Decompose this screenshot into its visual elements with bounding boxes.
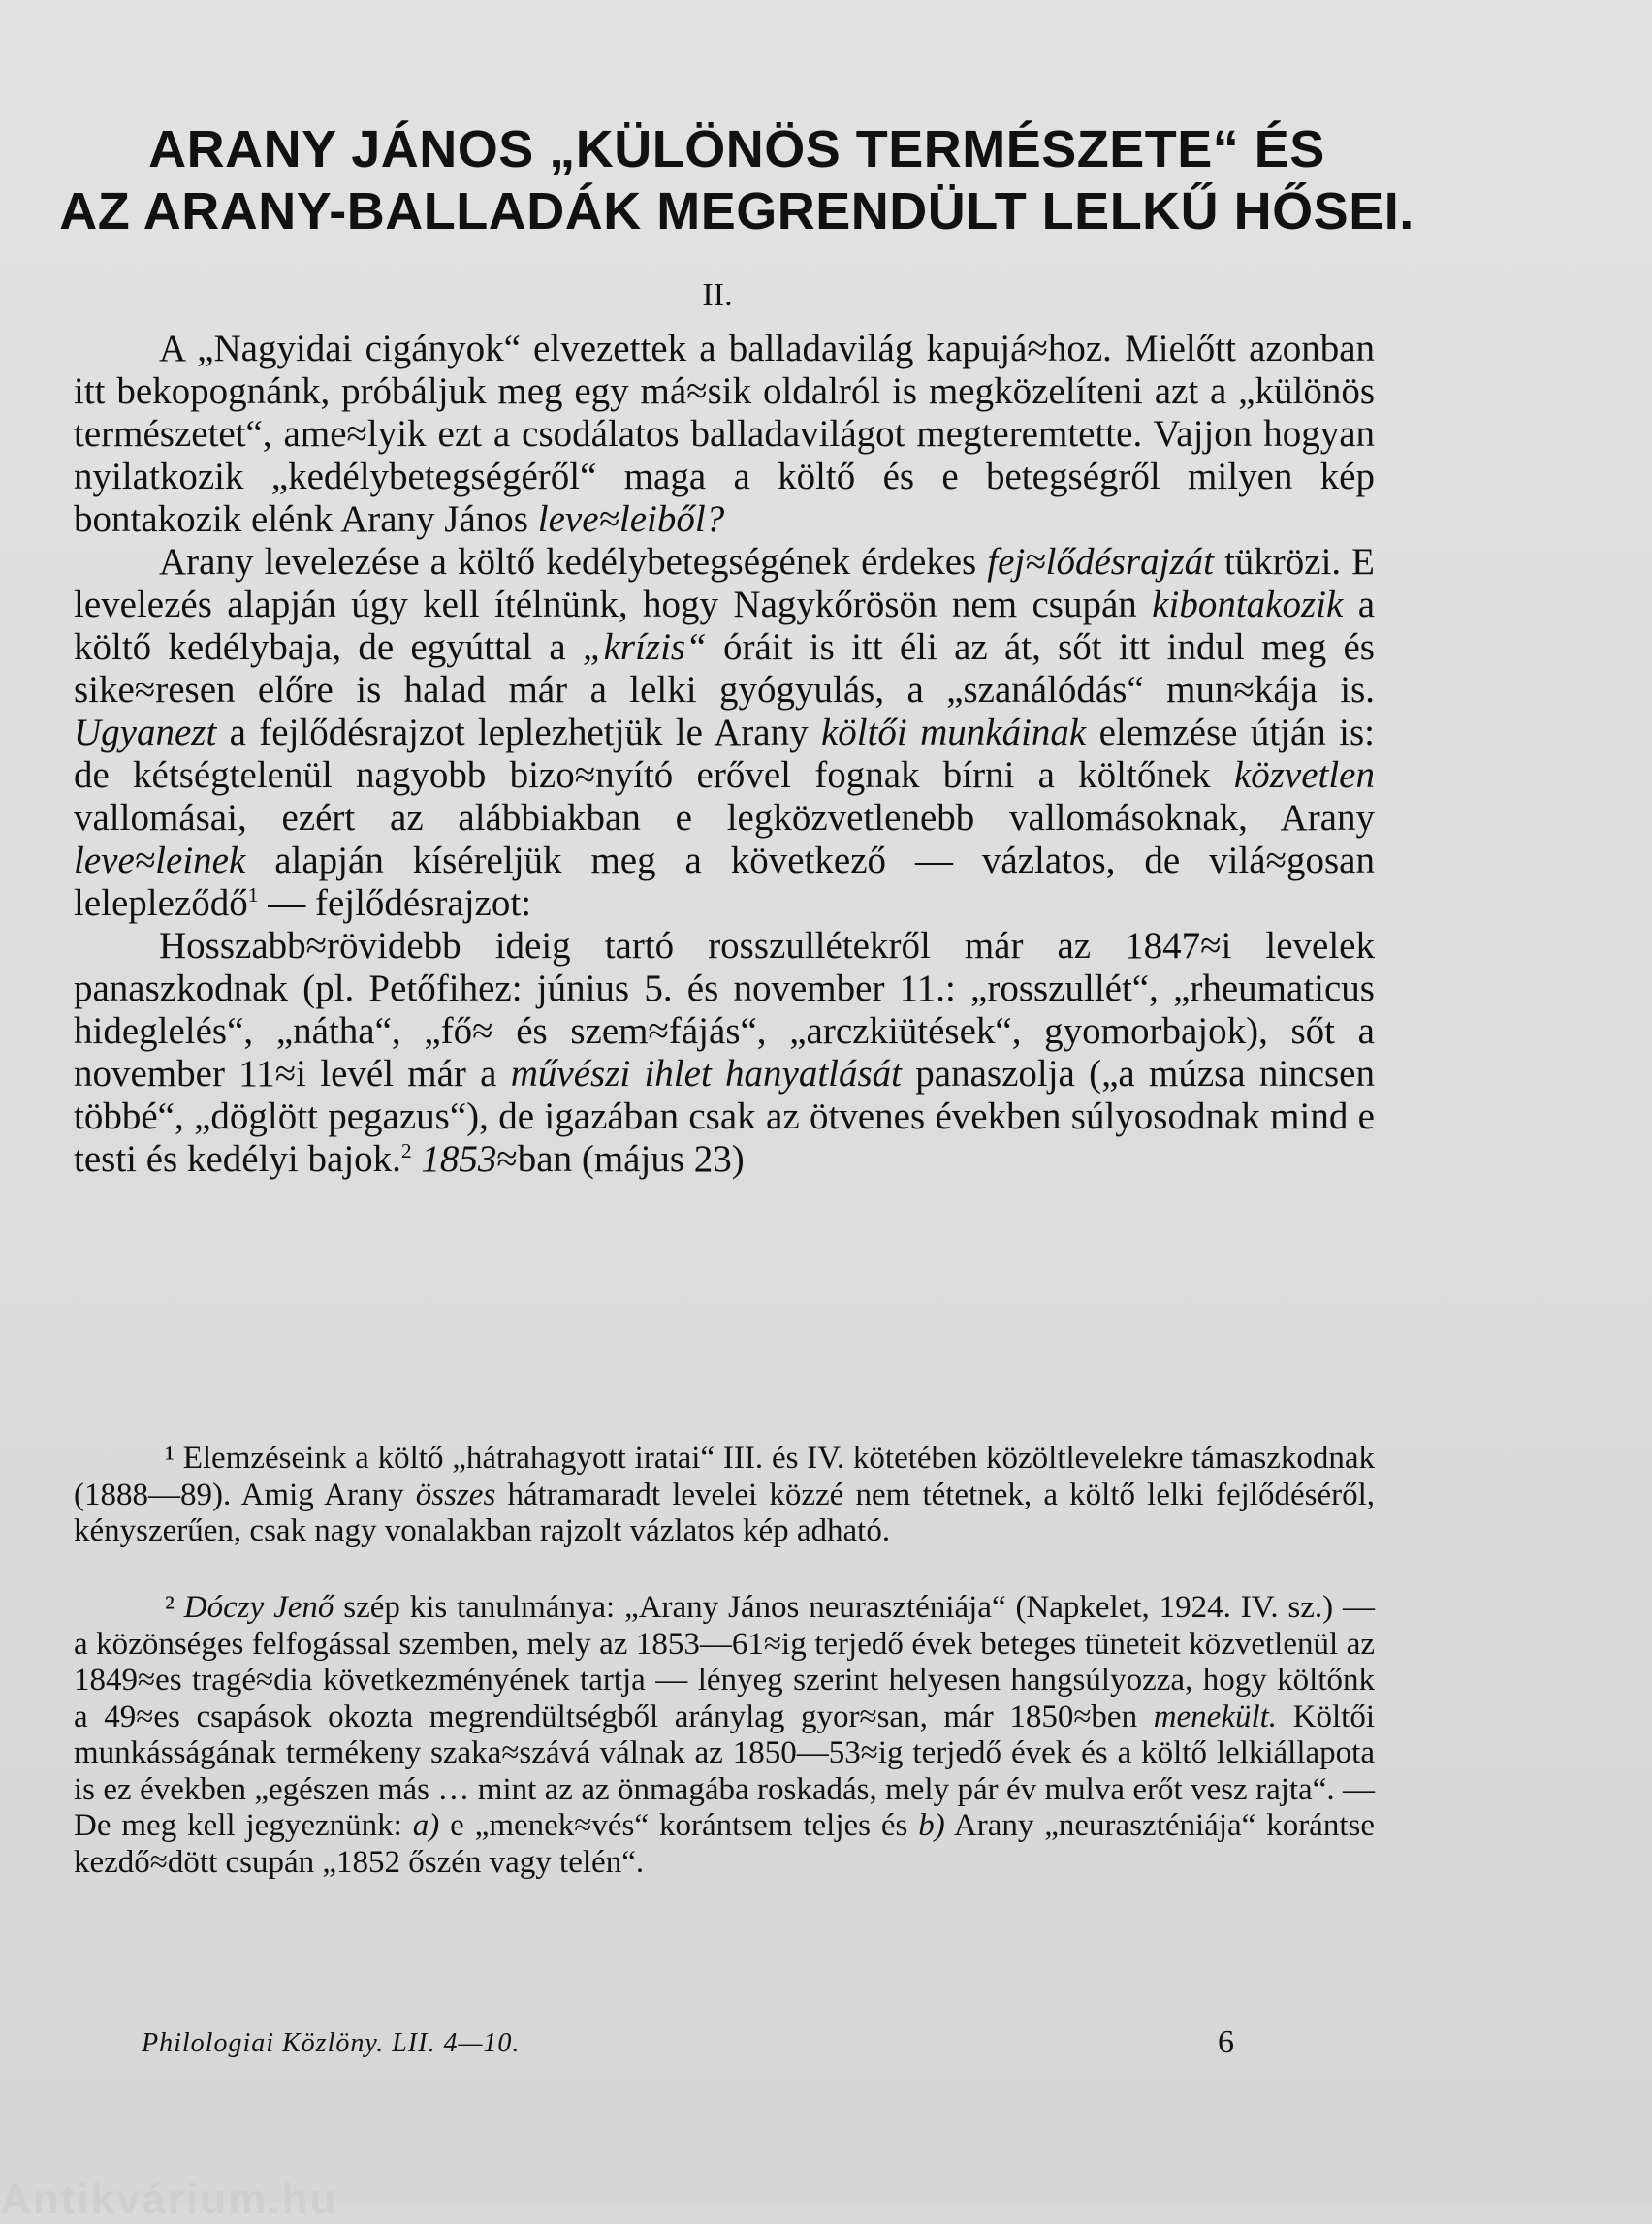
article-title xyxy=(58,118,1415,242)
title-line-1: ARANY JÁNOS „KÜLÖNÖS TERMÉSZETE“ ÉS xyxy=(148,120,1325,178)
paragraph-3: Hosszabb≈rövidebb ideig tartó rosszullétekről már az 1847≈i levelek panaszkodnak (pl. Petőfihez: június 5. és november 11.: „rosszullét“, „rheumaticus hideglelés“, „nátha“, „fő≈ és szem≈fájás“, „arczkiütések“, gyomorbajok), sőt a november 11≈i levél már a művészi ihlet hanyatlását panaszolja („a múzsa nincsen többé“, „döglött pegazus“), de igazában csak az ötvenes években súlyosodnak mind e testi és kedélyi bajok.$^2$ 1853≈ban (május 23) xyxy=(74,925,1375,1180)
page-number: 6 xyxy=(1218,2024,1234,2060)
footnote-ref-1: 1 xyxy=(247,883,259,906)
footnote-mark-2: ² xyxy=(165,1590,175,1625)
main-text xyxy=(74,328,1375,1181)
footnote-2: ² Dóczy Jenő szép kis tanulmánya: „Arany János neuraszténiája“ (Napkelet, 1924. IV. sz.) — a közönséges felfogással szemben, mely az 1853—61≈ig terjedő évek beteges tüneteit közvetlenül az 1849≈es tragé≈dia következményének tartja — lényeg szerint helyesen hangsúlyozza, hogy költőnk a 49≈es csapások okozta megrendültségből aránylag gyor≈san, már 1850≈ben menekült. Költői munkásságának termékeny szaka≈szává válnak az 1850—53≈ig terjedő évek és a költő lelkiállapota is ez években „egészen más … mint az az önmagába roskadás, mely pár év mulva erőt vesz rajta“. — De meg kell jegyeznünk: a) e „menek≈vés“ korántsem teljes és b) Arany „neuraszténiája“ korántse kezdő≈dött csupán „1852 őszén vagy telén“. xyxy=(74,1590,1376,1880)
watermark: Antikvárium.hu xyxy=(0,2176,338,2223)
paragraph-2: Arany levelezése a költő kedélybetegségének érdekes fej≈lődésrajzát tükrözi. E levelezés alapján úgy kell ítélnünk, hogy Nagykőrösön nem csupán kibontakozik a költő kedélybaja, de egyúttal a „krízis“ óráit is itt éli az át, sőt itt indul meg és sike≈resen előre is halad már a lelki gyógyulás, a „szanálódás“ mun≈kája is. Ugyanezt a fejlődésrajzot leplezhetjük le Arany költői munkáinak elemzése útján is: de kétségtelenül nagyobb bizo≈nyító erővel fognak bírni a költőnek közvetlen vallomásai, ezért az alábbiakban e legközvetlenebb vallomásoknak, Arany leve≈leinek alapján kíséreljük meg a következő — vázlatos, de vilá≈gosan lelepleződő$^1$ — fejlődésrajzot: xyxy=(74,541,1375,924)
section-number: II. xyxy=(702,277,733,313)
journal-footer: Philologiai Közlöny. LII. 4—10. xyxy=(142,2028,521,2058)
footnote-ref-2: 2 xyxy=(400,1139,412,1162)
footnote-1: ¹ Elemzéseink a költő „hátrahagyott iratai“ III. és IV. kötetében közöltlevelekre támaszkodnak (1888—89). Amig Arany összes hátramaradt levelei közzé nem tétetnek, a költő lelki fejlődéséről, kényszerűen, csak nagy vonalakban rajzolt vázlatos kép adható. xyxy=(74,1441,1376,1548)
paragraph-1: A „Nagyidai cigányok“ elvezettek a balladavilág kapujá≈hoz. Mielőtt azonban itt bekopognánk, próbáljuk meg egy má≈sik oldalról is megközelíteni azt a „különös természetet“, ame≈lyik ezt a csodálatos balladavilágot megteremtette. Vajjon hogyan nyilatkozik „kedélybetegségéről“ maga a költő és e betegségről milyen kép bontakozik elénk Arany János leve≈leiből? xyxy=(74,328,1375,540)
footnote-mark-1: ¹ xyxy=(165,1441,175,1476)
title-line-2: AZ ARANY-BALLADÁK MEGRENDÜLT LELKŰ HŐSEI. xyxy=(59,182,1414,240)
